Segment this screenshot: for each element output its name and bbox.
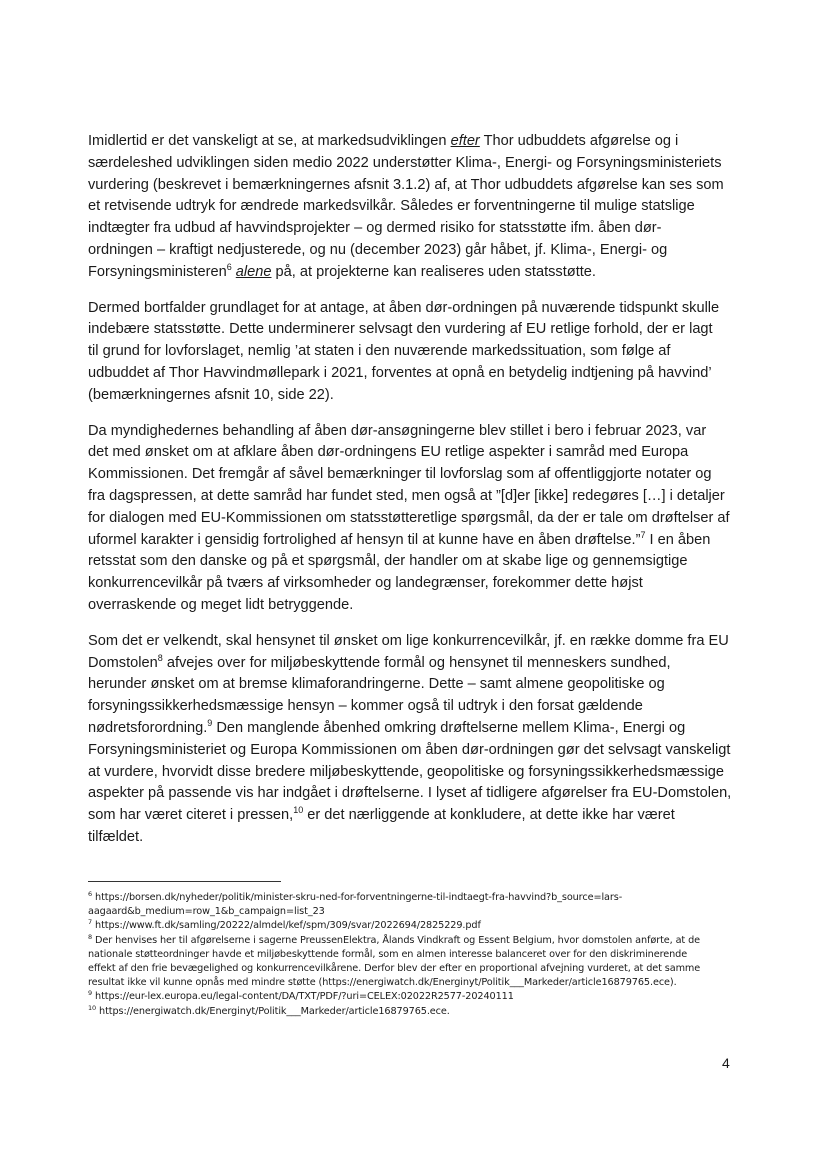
footnote-7 <box>88 919 748 933</box>
text-segment: konkurrencevilkår på tværs af virksomheder og landegrænser, forekommer dette højst <box>88 575 643 592</box>
text-segment: I en åben <box>645 531 711 548</box>
text-line <box>88 530 742 552</box>
text-segment: for dialogen med EU-Kommissionen om statsstøtteretlige spørgsmål, da der er tale om drøftelser af <box>88 509 730 526</box>
paragraph-4 <box>88 631 742 849</box>
text-line <box>88 827 742 849</box>
paragraph-1 <box>88 131 742 284</box>
text-segment: https://www.ft.dk/samling/20222/almdel/kef/spm/309/svar/2022694/2825229.pdf <box>92 920 481 932</box>
text-line <box>88 153 742 175</box>
text-segment: Som det er velkendt, skal hensynet til ønsket om lige konkurrencevilkår, jf. en række domme fra EU <box>88 632 729 649</box>
text-segment: Domstolen <box>88 654 158 671</box>
text-segment: nationale støtteordninger havde et miljøbeskyttende formål, som en almen interesse balanceret over for den diskriminerende <box>88 948 688 960</box>
text-line <box>88 363 742 385</box>
text-segment: forsyningssikkerhedsmæssige hensyn – kommer også til udtryk i den forsat gældende <box>88 698 643 715</box>
text-segment: https://borsen.dk/nyheder/politik/minister-skru-ned-for-forventningerne-til-indtaegt-fra-havvind?b_source=lars- <box>92 892 623 903</box>
footnote-reference: 6 <box>226 261 232 272</box>
text-segment: som har været citeret i pressen, <box>88 807 294 824</box>
text-segment: https://energiwatch.dk/Energinyt/Politik___Markeder/article16879765.ece. <box>96 1005 450 1017</box>
text-line <box>88 319 742 341</box>
text-segment: Kommissionen. Det fremgår af såvel bemærkninger til lovforslag som af offentliggjorte notater og <box>88 466 712 483</box>
text-segment: herunder ønsket om at bremse klimaforandringerne. Dette – samt almene geopolitiske og <box>88 676 665 693</box>
text-line <box>88 240 742 262</box>
text-segment: Den manglende åbenhed omkring drøftelserne mellem Klima-, Energi og <box>212 719 686 736</box>
text-line <box>88 674 742 696</box>
text-segment: Der henvises her til afgørelserne i sagerne PreussenElektra, Ålands Vindkraft og Essent Belgium, hvor domstolen anførte, at de <box>92 934 701 946</box>
footnote-reference: 7 <box>640 529 646 540</box>
text-line <box>88 595 742 617</box>
footnote-reference: 9 <box>207 717 213 728</box>
text-segment: retsstat som den danske og på et spørgsmål, der handler om at skabe lige og gennemsigtige <box>88 553 688 570</box>
text-segment: Da myndighedernes behandling af åben dør-ansøgningerne blev stillet i bero i februar 2023, var <box>88 422 707 439</box>
text-segment: overraskende og meget lidt betryggende. <box>88 596 354 613</box>
text-line <box>88 573 742 595</box>
text-segment: på, at projekterne kan realiseres uden statsstøtte. <box>271 263 596 280</box>
footnote-reference: 6 <box>88 890 93 898</box>
text-line <box>88 131 742 153</box>
text-segment: indtægter fra udbud af havvindsprojekter – og dermed risiko for statsstøtte ifm. åben dør- <box>88 220 662 237</box>
footnote-9 <box>88 990 748 1004</box>
text-line <box>88 919 748 933</box>
text-line <box>88 218 742 240</box>
text-segment: https://eur-lex.europa.eu/legal-content/DA/TXT/PDF/?uri=CELEX:02022R2577-20240111 <box>92 991 514 1003</box>
footnote-reference: 8 <box>88 932 93 941</box>
text-line <box>88 740 742 762</box>
text-line <box>88 551 742 573</box>
footnote-reference: 10 <box>88 1003 97 1012</box>
footnote-10 <box>88 1005 748 1019</box>
footnote-6 <box>88 891 748 919</box>
text-line <box>88 631 742 653</box>
footnotes <box>88 891 748 1019</box>
text-segment: Forsyningsministeren <box>88 263 227 280</box>
text-segment: et retvisende udtryk for ændrede markedsvilkår. Således er forventningerne til mulige statslige <box>88 198 695 215</box>
text-segment: nødretsforordning. <box>88 719 208 736</box>
text-line <box>88 718 742 740</box>
text-line <box>88 783 742 805</box>
text-line <box>88 696 742 718</box>
text-segment: afvejes over for miljøbeskyttende formål og hensynet til menneskers sundhed, <box>162 654 671 671</box>
text-segment: at vurdere, hvorvidt disse bredere miljøbeskyttende, geopolitiske og forsyningssikkerhedsmæssige <box>88 763 724 780</box>
text-segment: Forsyningsministeriet og Europa Kommissionen om åben dør-ordningen gør det selvsagt vanskeligt <box>88 741 731 758</box>
text-line <box>88 891 748 905</box>
text-segment: effekt af den frie bevægelighed og konkurrencevilkårene. Derfor blev der efter en proportional afvejning vurderet, at det samme <box>88 963 701 975</box>
footnote-separator <box>88 881 281 882</box>
text-line <box>88 508 742 530</box>
emphasized-text: alene <box>235 263 272 280</box>
text-line <box>88 464 742 486</box>
paragraph-3 <box>88 421 742 617</box>
text-line <box>88 196 742 218</box>
text-segment: (bemærkningernes afsnit 10, side 22). <box>88 386 334 403</box>
text-line <box>88 762 742 784</box>
text-segment: det med ønsket om at afklare åben dør-ordningens EU retlige aspekter i samråd med Europa <box>88 444 689 461</box>
text-line <box>88 1005 748 1019</box>
text-segment: ordningen – kraftigt nedjusterede, og nu (december 2023) går håbet, jf. Klima-, Energi- og <box>88 241 668 258</box>
text-segment: Dermed bortfalder grundlaget for at antage, at åben dør-ordningen på nuværende tidspunkt skulle <box>88 299 720 316</box>
text-segment: resultat ikke vil kunne opnås med mindre støtte (https://energiwatch.dk/Energinyt/Politik___Markeder/article16879765.ece). <box>88 977 677 989</box>
text-segment: aagaard&b_medium=row_1&b_campaign=list_23 <box>88 906 325 918</box>
footnote-reference: 9 <box>88 989 93 998</box>
text-line <box>88 905 748 919</box>
footnote-reference: 8 <box>157 652 163 663</box>
text-segment: tilfældet. <box>88 828 144 845</box>
text-line <box>88 298 742 320</box>
page-number: 4 <box>722 1055 730 1071</box>
paragraph-2 <box>88 298 742 407</box>
text-segment: indebære statsstøtte. Dette underminerer selvsagt den vurdering af EU retlige forhold, der er lagt <box>88 321 713 338</box>
text-line <box>88 262 742 284</box>
text-line <box>88 385 742 407</box>
text-segment: særdeleshed udviklingen siden medio 2022 understøtter Klima-, Energi- og Forsyningsministeriets <box>88 154 722 171</box>
text-line <box>88 934 748 948</box>
text-line <box>88 948 748 962</box>
text-segment: vurdering (beskrevet i bemærkningernes afsnit 3.1.2) af, at Thor udbuddets afgørelse kan ses som <box>88 176 724 193</box>
text-segment: udbuddet af Thor Havvindmøllepark i 2021, forventes at opnå en betydelig indtjening på havvind’ <box>88 364 712 381</box>
footnote-8 <box>88 934 748 991</box>
text-line <box>88 175 742 197</box>
text-segment: Thor udbuddets afgørelse og i <box>479 133 679 149</box>
footnote-reference: 10 <box>293 805 304 816</box>
text-line <box>88 442 742 464</box>
text-line <box>88 421 742 443</box>
footnote-reference: 7 <box>88 918 93 927</box>
text-segment: uformel karakter i gensidig fortrolighed af hensyn til at kunne have en åben drøftelse.” <box>88 531 641 548</box>
text-segment: fra dagspressen, at dette samråd har fundet sted, men også at ”[d]er [ikke] redegøres […] i detaljer <box>88 487 725 504</box>
text-line <box>88 653 742 675</box>
text-line <box>88 976 748 990</box>
text-segment: til grund for lovforslaget, nemlig ’at staten i den nuværende markedssituation, som følge af <box>88 343 671 360</box>
text-line <box>88 990 748 1004</box>
emphasized-text: efter <box>450 133 480 149</box>
text-line <box>88 805 742 827</box>
text-line <box>88 486 742 508</box>
text-segment: er det nærliggende at konkludere, at dette ikke har været <box>303 807 675 824</box>
text-line <box>88 962 748 976</box>
text-segment: aspekter på passende vis har indgået i drøftelserne. I lyset af tidligere afgørelser fra EU-Domstolen, <box>88 785 732 802</box>
text-segment: Imidlertid er det vanskeligt at se, at markedsudviklingen <box>88 133 451 149</box>
body-text <box>88 131 742 863</box>
text-line <box>88 341 742 363</box>
